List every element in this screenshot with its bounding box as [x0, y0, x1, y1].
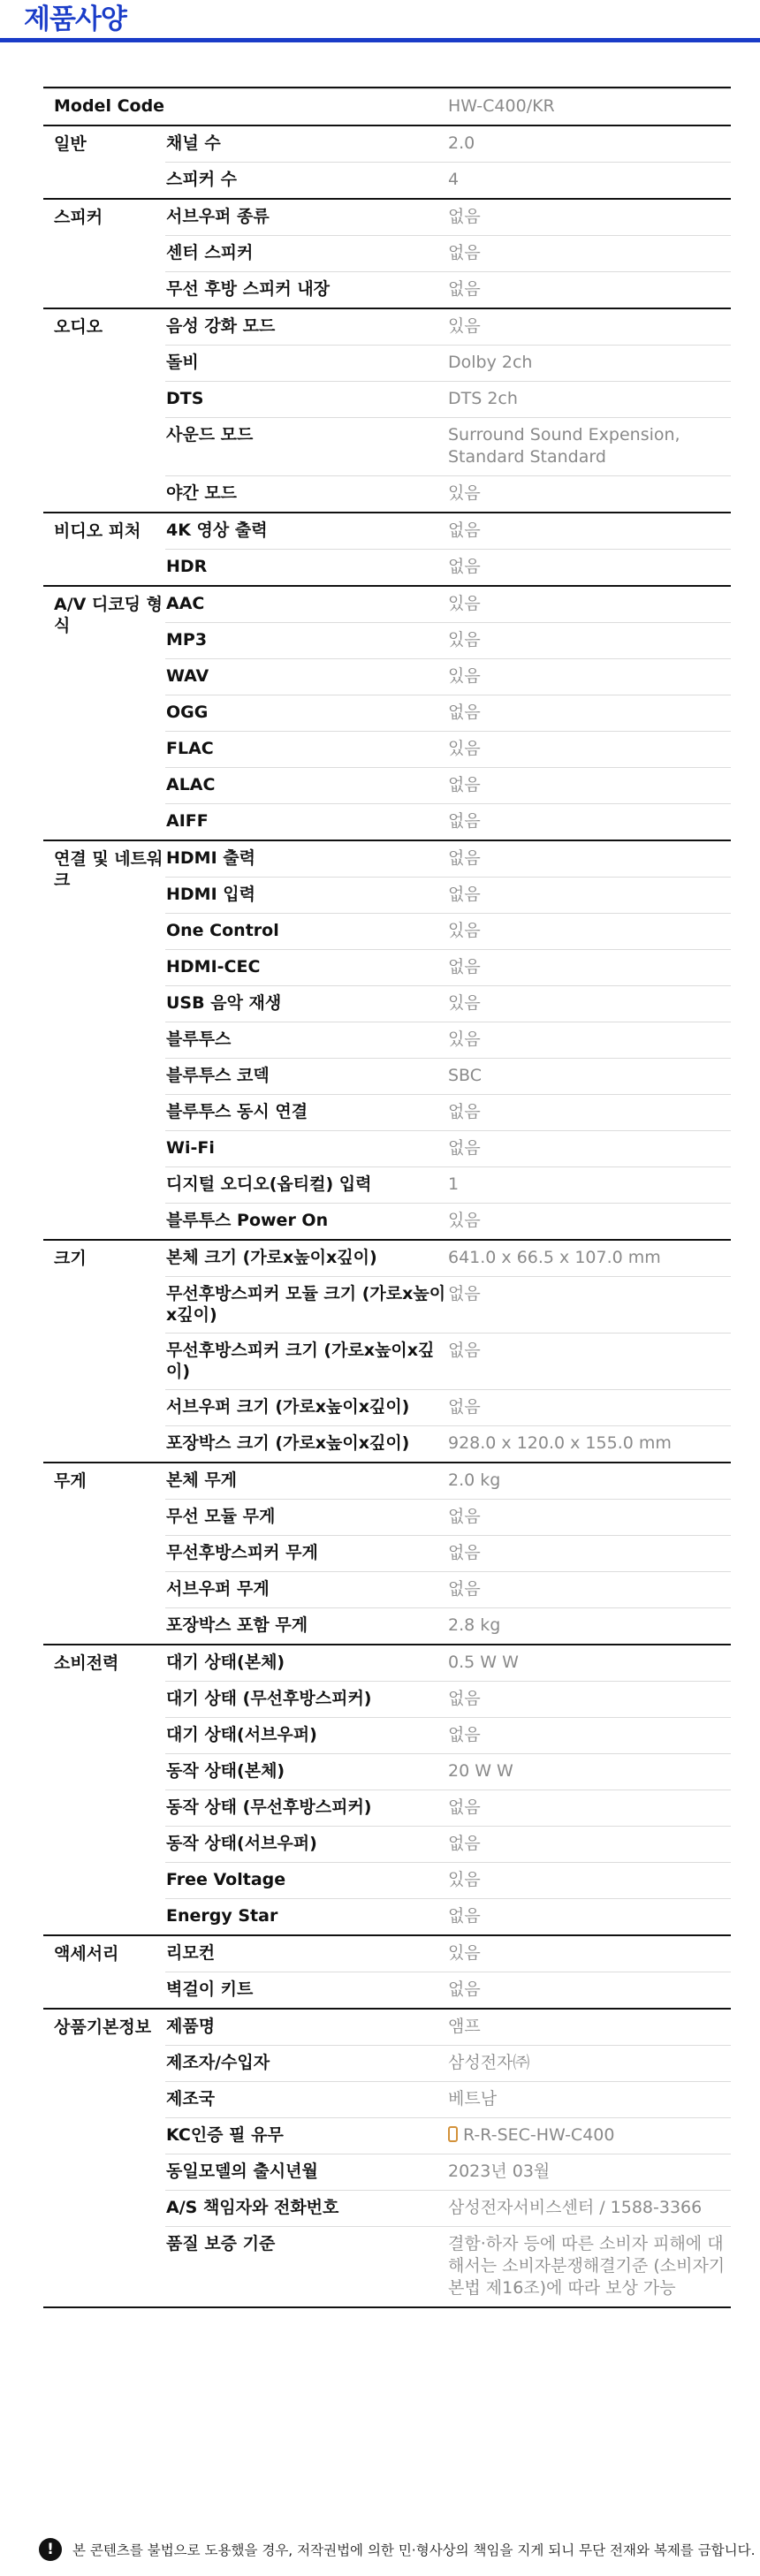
spec-value: 없음 [448, 848, 481, 868]
spec-value: 있음 [448, 594, 481, 613]
spec-value-cell [448, 623, 731, 658]
spec-value: 없음 [448, 885, 481, 904]
spec-label: 무선후방스피커 크기 (가로x높이x깊이) [166, 1341, 435, 1381]
spec-label: 벽걸이 키트 [166, 1979, 254, 1999]
spec-label: 대기 상태(본체) [166, 1653, 285, 1672]
spec-value: 1 [448, 1174, 460, 1194]
spec-value: 없음 [448, 1797, 481, 1817]
spec-value: 2.8 kg [448, 1615, 501, 1635]
spec-label: 센터 스피커 [166, 243, 254, 262]
spec-label: 무선 후방 스피커 내장 [166, 279, 331, 299]
spec-group [43, 1462, 731, 1644]
spec-value: 있음 [448, 666, 481, 686]
spec-label: Energy Star [166, 1906, 278, 1926]
spec-value: 있음 [448, 1030, 481, 1049]
spec-value-cell [448, 418, 731, 475]
spec-row [165, 1607, 731, 1644]
spec-row [165, 1826, 731, 1862]
spec-group [43, 585, 731, 840]
spec-value: 없음 [448, 1834, 481, 1853]
spec-value-cell [448, 1645, 731, 1681]
title-underline [0, 38, 760, 42]
spec-label: 포장박스 크기 (가로x높이x깊이) [166, 1433, 410, 1453]
spec-row [165, 1203, 731, 1239]
spec-value-cell [448, 1682, 731, 1717]
spec-group-name: 스피커 [54, 208, 103, 227]
spec-row [165, 1463, 731, 1499]
spec-label: 동일모델의 출시년월 [166, 2162, 318, 2181]
spec-value-cell [448, 841, 731, 877]
spec-value-cell [448, 1972, 731, 2008]
spec-row [165, 1022, 731, 1058]
spec-value: HW-C400/KR [448, 96, 555, 116]
spec-label: 본체 크기 (가로x높이x깊이) [166, 1248, 377, 1267]
spec-label: 제조자/수입자 [166, 2053, 270, 2072]
spec-value: 928.0 x 120.0 x 155.0 mm [448, 1433, 672, 1453]
spec-label: 무선 모듈 무게 [166, 1507, 276, 1526]
spec-label: KC인증 필 유무 [166, 2125, 284, 2145]
spec-row [165, 1094, 731, 1130]
spec-value-cell [448, 1204, 731, 1239]
spec-label: 4K 영상 출력 [166, 521, 268, 540]
spec-value-cell [448, 1863, 731, 1898]
spec-value-cell [448, 986, 731, 1022]
spec-label: 음성 강화 모드 [166, 316, 276, 336]
spec-label: FLAC [166, 739, 214, 758]
spec-row [165, 345, 731, 381]
spec-value-cell [448, 513, 731, 549]
spec-label: Free Voltage [166, 1870, 286, 1889]
spec-group [43, 1644, 731, 1934]
spec-label: 제조국 [166, 2089, 216, 2109]
spec-group [43, 512, 731, 585]
spec-label: 서브우퍼 무게 [166, 1579, 270, 1599]
spec-row [165, 622, 731, 658]
spec-value-cell [448, 1718, 731, 1753]
spec-row [165, 2154, 731, 2190]
spec-row [165, 475, 731, 512]
spec-value-cell [448, 1536, 731, 1571]
spec-label: USB 음악 재생 [166, 993, 282, 1013]
spec-value-cell [448, 1608, 731, 1644]
spec-label: ALAC [166, 775, 216, 794]
spec-group-rows [165, 587, 731, 840]
spec-row [165, 1862, 731, 1898]
spec-value-cell [448, 1059, 731, 1094]
spec-value-cell [448, 768, 731, 803]
spec-value-cell [448, 804, 731, 840]
spec-group-name: 크기 [54, 1249, 87, 1268]
spec-row [165, 695, 731, 731]
spec-label: 무선후방스피커 무게 [166, 1543, 318, 1562]
spec-value: 없음 [448, 1725, 481, 1744]
spec-row [165, 1936, 731, 1972]
spec-row [165, 126, 731, 162]
spec-label: OGG [166, 703, 209, 722]
spec-row [165, 1753, 731, 1790]
spec-value-cell [448, 2046, 731, 2081]
spec-value-cell [448, 200, 731, 235]
spec-row [165, 1681, 731, 1717]
spec-row [165, 949, 731, 985]
spec-value: 없음 [448, 1507, 481, 1526]
page-title: 제품사양 [24, 4, 126, 35]
spec-group-name: 일반 [54, 134, 87, 154]
spec-label: 동작 상태 (무선후방스피커) [166, 1797, 372, 1817]
spec-value-cell [448, 550, 731, 585]
spec-label: Wi-Fi [166, 1138, 215, 1158]
spec-value: 있음 [448, 739, 481, 758]
spec-row [165, 1425, 731, 1462]
spec-label: 동작 상태(서브우퍼) [166, 1834, 317, 1853]
spec-label: DTS [166, 389, 204, 408]
spec-row [165, 1790, 731, 1826]
spec-row [165, 309, 731, 345]
spec-value-cell [448, 476, 731, 512]
spec-label: HDMI 입력 [166, 885, 255, 904]
spec-label: 블루투스 Power On [166, 1211, 329, 1230]
spec-row [165, 235, 731, 271]
spec-label: 리모컨 [166, 1943, 216, 1963]
spec-value: 없음 [448, 279, 481, 299]
spec-group [43, 125, 731, 198]
spec-value-cell [448, 914, 731, 949]
spec-row [165, 1333, 731, 1389]
spec-row [165, 162, 731, 198]
spec-value-cell [448, 163, 731, 198]
spec-row [165, 841, 731, 877]
spec-row [165, 417, 731, 475]
spec-label: A/S 책임자와 전화번호 [166, 2198, 339, 2217]
spec-label: 서브우퍼 크기 (가로x높이x깊이) [166, 1397, 410, 1417]
spec-group-rows [165, 841, 731, 1239]
spec-value-cell [448, 2010, 731, 2045]
spec-value: 없음 [448, 703, 481, 722]
spec-row [165, 877, 731, 913]
spec-value-cell [448, 1277, 731, 1333]
spec-value-cell [448, 1426, 731, 1462]
spec-value-cell [448, 1334, 731, 1389]
spec-value-cell [448, 732, 731, 767]
spec-value: 없음 [448, 811, 481, 831]
spec-group-rows [165, 1936, 731, 2008]
spec-group [43, 840, 731, 1239]
spec-group [43, 1239, 731, 1462]
spec-value-cell [448, 1500, 731, 1535]
spec-row [165, 2226, 731, 2306]
spec-label: HDMI-CEC [166, 957, 261, 976]
spec-value-cell [448, 1095, 731, 1130]
spec-row [165, 1717, 731, 1753]
spec-row [165, 2081, 731, 2117]
spec-value: 4 [448, 170, 460, 189]
spec-value-cell [448, 2118, 731, 2154]
spec-group-rows [165, 200, 731, 308]
spec-value: 없음 [448, 957, 481, 976]
spec-value: 삼성전자서비스센터 / 1588-3366 [448, 2198, 703, 2217]
spec-value-cell [448, 1754, 731, 1790]
spec-value-cell [448, 1790, 731, 1826]
spec-value: 삼성전자㈜ [448, 2053, 530, 2072]
spec-row [165, 513, 731, 549]
spec-label: Model Code [54, 96, 165, 116]
spec-row [165, 1058, 731, 1094]
spec-value: 앰프 [448, 2017, 481, 2036]
spec-row [165, 1499, 731, 1535]
spec-row [165, 1571, 731, 1607]
spec-value: 2023년 03월 [448, 2162, 551, 2181]
spec-value: 있음 [448, 483, 481, 503]
spec-group [43, 1934, 731, 2008]
spec-row [165, 200, 731, 235]
spec-value: 결함·하자 등에 따른 소비자 피해에 대해서는 소비자분쟁해결기준 (소비자기본법 제16조)에 따라 보상 가능 [448, 2234, 726, 2298]
spec-value: 없음 [448, 1579, 481, 1599]
spec-label: 동작 상태(본체) [166, 1761, 285, 1781]
spec-row [165, 731, 731, 767]
spec-label: 블루투스 동시 연결 [166, 1102, 308, 1121]
spec-row [165, 1645, 731, 1681]
spec-value-cell [448, 346, 731, 381]
spec-group [43, 2008, 731, 2306]
spec-label: 포장박스 포함 무게 [166, 1615, 308, 1635]
spec-value: 2.0 [448, 133, 475, 153]
spec-table [43, 87, 731, 2308]
spec-label: 야간 모드 [166, 483, 238, 503]
spec-row [165, 587, 731, 622]
spec-label: 디지털 오디오(옵티컬) 입력 [166, 1174, 372, 1194]
spec-value-cell [448, 1463, 731, 1499]
spec-value: 없음 [448, 521, 481, 540]
spec-value: 641.0 x 66.5 x 107.0 mm [448, 1248, 661, 1267]
spec-row [165, 803, 731, 840]
spec-row [165, 2010, 731, 2045]
spec-row [165, 381, 731, 417]
spec-row [165, 2117, 731, 2154]
spec-label: 본체 무게 [166, 1470, 238, 1490]
spec-row [165, 1241, 731, 1276]
spec-value-cell [448, 950, 731, 985]
spec-value-cell [448, 587, 731, 622]
copyright-notice [39, 2536, 756, 2563]
spec-row [165, 271, 731, 308]
spec-value-cell [448, 126, 731, 162]
spec-value: SBC [448, 1066, 483, 1085]
spec-value-cell [448, 1827, 731, 1862]
spec-group-model [43, 87, 731, 125]
spec-label: HDMI 출력 [166, 848, 255, 868]
spec-value: DTS 2ch [448, 389, 518, 408]
spec-group-name: 연결 및 네트워크 [54, 849, 163, 890]
spec-row [165, 1130, 731, 1166]
spec-row-model-code [43, 88, 731, 125]
spec-row [165, 1972, 731, 2008]
exclamation-icon: ! [39, 2538, 62, 2561]
spec-value: 2.0 kg [448, 1470, 501, 1490]
spec-value-cell [448, 2191, 731, 2226]
spec-group-name: A/V 디코딩 형식 [54, 595, 163, 635]
spec-value-cell [448, 382, 731, 417]
spec-row [165, 658, 731, 695]
spec-value-cell [448, 1390, 731, 1425]
spec-label: WAV [166, 666, 209, 686]
spec-value: 없음 [448, 1906, 481, 1926]
spec-label: 대기 상태(서브우퍼) [166, 1725, 317, 1744]
spec-value-cell [448, 2082, 731, 2117]
spec-value: 없음 [448, 1284, 481, 1303]
spec-row [165, 1898, 731, 1934]
spec-label: 제품명 [166, 2017, 216, 2036]
spec-label: 채널 수 [166, 133, 221, 153]
spec-value: Surround Sound Expension, Standard Standard [448, 425, 680, 467]
spec-row [165, 2190, 731, 2226]
spec-value: 없음 [448, 1341, 481, 1360]
spec-value: 0.5 W W [448, 1653, 519, 1672]
spec-row [165, 1166, 731, 1203]
spec-value-cell [448, 1572, 731, 1607]
spec-value: 있음 [448, 1943, 481, 1963]
spec-value-cell [448, 236, 731, 271]
copyright-text: 본 콘텐츠를 불법으로 도용했을 경우, 저작권법에 의한 민·형사상의 책임을 지게 되니 무단 전재와 복제를 금합니다. [72, 2542, 756, 2558]
spec-value-cell [448, 878, 731, 913]
spec-value-cell [448, 1167, 731, 1203]
spec-value: 없음 [448, 1543, 481, 1562]
spec-value: 없음 [448, 1102, 481, 1121]
page-header [0, 0, 760, 44]
spec-group-rows [165, 1645, 731, 1934]
spec-group-rows [165, 2010, 731, 2306]
spec-value: 없음 [448, 557, 481, 576]
spec-value: 없음 [448, 1979, 481, 1999]
spec-label: 돌비 [166, 353, 199, 372]
spec-value: 없음 [448, 1689, 481, 1708]
spec-value: 있음 [448, 1870, 481, 1889]
spec-label: 블루투스 [166, 1030, 232, 1049]
spec-value-cell [448, 659, 731, 695]
spec-value: 있음 [448, 316, 481, 336]
spec-value-cell [448, 2154, 731, 2190]
spec-label: 대기 상태 (무선후방스피커) [166, 1689, 372, 1708]
spec-value: 있음 [448, 630, 481, 650]
spec-group-name: 상품기본정보 [54, 2017, 152, 2037]
spec-row [165, 1276, 731, 1333]
spec-group-rows [165, 1463, 731, 1644]
spec-row [165, 767, 731, 803]
spec-row [165, 985, 731, 1022]
spec-label: 스피커 수 [166, 170, 238, 189]
spec-value: R-R-SEC-HW-C400 [463, 2125, 615, 2145]
spec-value: 있음 [448, 993, 481, 1013]
spec-label: AAC [166, 594, 205, 613]
spec-value-cell [448, 1936, 731, 1972]
spec-label: 무선후방스피커 모듈 크기 (가로x높이x깊이) [166, 1284, 446, 1325]
spec-value-cell [448, 695, 731, 731]
spec-label: One Control [166, 921, 279, 940]
spec-value-cell [448, 1899, 731, 1934]
spec-label: MP3 [166, 630, 208, 650]
spec-group [43, 198, 731, 308]
spec-group-name: 오디오 [54, 317, 103, 337]
spec-row [165, 549, 731, 585]
spec-label: HDR [166, 557, 208, 576]
spec-group-rows [165, 513, 731, 585]
spec-table-end-rule [43, 2306, 731, 2308]
spec-value-cell [448, 309, 731, 345]
spec-value-cell [448, 1131, 731, 1166]
spec-value: 있음 [448, 1211, 481, 1230]
spec-value: 없음 [448, 243, 481, 262]
spec-label: 품질 보증 기준 [166, 2234, 276, 2253]
spec-value: 베트남 [448, 2089, 498, 2109]
spec-value-cell [448, 2227, 731, 2306]
spec-row [165, 1535, 731, 1571]
spec-value: 없음 [448, 1138, 481, 1158]
spec-value-cell [448, 1241, 731, 1276]
spec-label: 사운드 모드 [166, 425, 254, 445]
spec-value: 20 W W [448, 1761, 513, 1781]
spec-value-cell [448, 272, 731, 308]
spec-row [165, 1389, 731, 1425]
spec-group-name: 소비전력 [54, 1653, 119, 1673]
spec-label: 블루투스 코덱 [166, 1066, 270, 1085]
spec-label: AIFF [166, 811, 209, 831]
spec-value: 없음 [448, 1397, 481, 1417]
spec-row [165, 913, 731, 949]
spec-value: Dolby 2ch [448, 353, 533, 372]
spec-label: 서브우퍼 종류 [166, 207, 270, 226]
spec-group-rows [165, 126, 731, 198]
spec-group-name: 비디오 피처 [54, 521, 141, 541]
spec-group-name: 무게 [54, 1471, 87, 1491]
spec-value: 없음 [448, 775, 481, 794]
kc-mark-icon [448, 2126, 458, 2142]
spec-group-rows [165, 1241, 731, 1462]
spec-value-cell [448, 1022, 731, 1058]
spec-row [165, 2045, 731, 2081]
spec-value: 없음 [448, 207, 481, 226]
spec-group-rows [165, 309, 731, 512]
spec-group [43, 308, 731, 512]
spec-group-name: 액세서리 [54, 1944, 119, 1964]
spec-value: 있음 [448, 921, 481, 940]
